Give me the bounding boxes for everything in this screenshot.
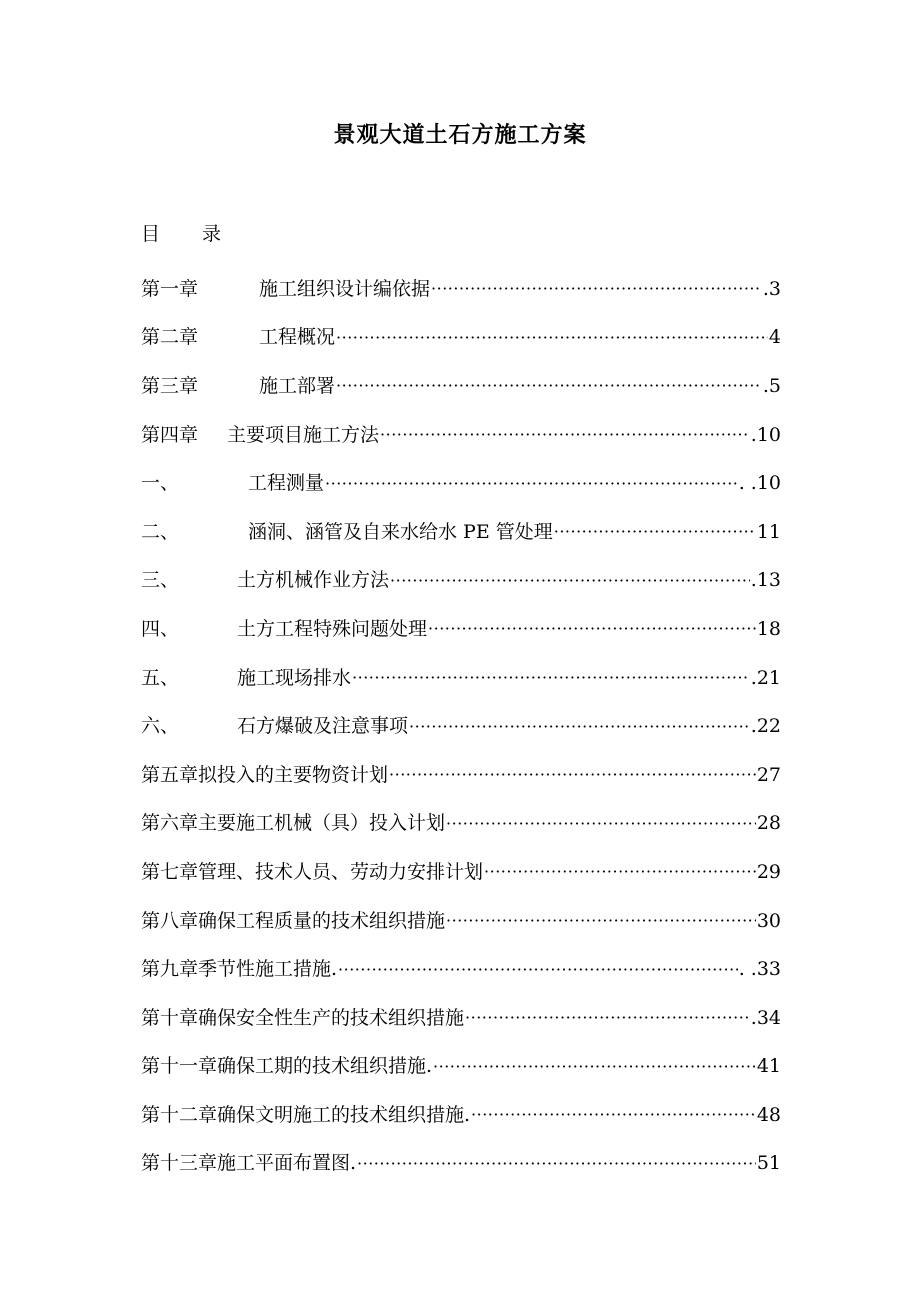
toc-entry [141, 1140, 781, 1189]
toc-leader-dots [380, 427, 750, 443]
toc-leader-dots [431, 281, 762, 297]
toc-entry-number: 一、 [141, 472, 180, 495]
toc-entry-page: 29 [756, 860, 781, 883]
toc-entry-title: 第十章确保安全性生产的技术组织措施 [141, 1006, 465, 1029]
toc-entry [141, 314, 781, 363]
toc-leader-dots [433, 1059, 756, 1075]
toc-leader-dots [465, 1010, 750, 1026]
toc-leader-dots [338, 962, 738, 978]
toc-entry [141, 800, 781, 849]
toc-entry [141, 994, 781, 1043]
toc-entry-title: 第六章主要施工机械（具）投入计划 [141, 812, 446, 835]
toc-leader-dots [352, 670, 750, 686]
toc-entry-page: .22 [750, 715, 781, 738]
toc-entry [141, 508, 781, 557]
toc-entry-page: 48 [756, 1103, 781, 1126]
toc-entry-number: 第三章 [141, 374, 199, 397]
toc-entry [141, 265, 781, 314]
toc-entry-page: 30 [756, 909, 781, 932]
toc-entry-page: .3 [762, 277, 781, 300]
toc-entry [141, 654, 781, 703]
toc-entry-page: . .33 [738, 958, 781, 981]
toc-entry-number: 三、 [141, 569, 180, 592]
toc-entry-page: 51 [756, 1152, 781, 1175]
toc-leader-dots [554, 524, 756, 540]
toc-entry-page: 41 [756, 1055, 781, 1078]
toc-entry-page: . .10 [738, 472, 781, 495]
toc-entry [141, 945, 781, 994]
toc-entry-page: 28 [756, 812, 781, 835]
toc-entry-title: 施工现场排水 [237, 666, 352, 689]
toc-leader-dots [389, 767, 756, 783]
toc-entry-title: 第十一章确保工期的技术组织措施. [141, 1055, 433, 1078]
document-title: 景观大道土石方施工方案 [333, 122, 587, 148]
toc-leader-dots [446, 816, 756, 832]
toc-leader-dots [428, 621, 756, 637]
toc-entry [141, 897, 781, 946]
toc-entry-page: 4 [768, 326, 781, 349]
toc-entry-number: 第四章 [141, 423, 199, 446]
toc-entry-page: .13 [750, 569, 781, 592]
toc-entry-page: .34 [750, 1006, 781, 1029]
toc-leader-dots [471, 1107, 756, 1123]
toc-entry-title: 第九章季节性施工措施. [141, 958, 338, 981]
toc-entry-number: 六、 [141, 715, 180, 738]
toc-entry-number: 第一章 [141, 277, 199, 300]
toc-entry-title: 施工组织设计编依据 [259, 277, 431, 300]
toc-leader-dots [446, 913, 756, 929]
toc-entry-number: 二、 [141, 520, 180, 543]
toc-entry-title: 土方机械作业方法 [237, 569, 390, 592]
toc-entry-page: .5 [762, 374, 781, 397]
toc-entry [141, 702, 781, 751]
toc-entry [141, 1043, 781, 1092]
toc-heading: 目 录 [141, 223, 240, 245]
toc-entry-title: 主要项目施工方法 [227, 423, 380, 446]
toc-entry-title: 土方工程特殊问题处理 [237, 617, 428, 640]
toc-entry [141, 411, 781, 460]
toc-leader-dots [336, 330, 768, 346]
toc-entry-title: 第五章拟投入的主要物资计划 [141, 763, 389, 786]
toc-entry [141, 459, 781, 508]
toc-entry-title: 第七章管理、技术人员、劳动力安排计划 [141, 860, 484, 883]
toc-entry-page: 11 [756, 520, 781, 543]
toc-entry-title: 工程测量 [248, 472, 325, 495]
toc-entry-page: 27 [756, 763, 781, 786]
toc-entry-page: .10 [750, 423, 781, 446]
toc-entry-title: 第十三章施工平面布置图. [141, 1152, 357, 1175]
toc-entry-title: 涵洞、涵管及自来水给水 PE 管处理 [248, 520, 553, 543]
toc-leader-dots [325, 476, 738, 492]
toc-entry-number: 五、 [141, 666, 180, 689]
toc-entry-number: 四、 [141, 617, 180, 640]
toc-entry-title: 第十二章确保文明施工的技术组织措施. [141, 1103, 471, 1126]
toc-entry-number: 第二章 [141, 326, 199, 349]
toc-entry-page: 18 [756, 617, 781, 640]
toc-entry-title: 石方爆破及注意事项 [237, 715, 409, 738]
toc-entry-title: 第八章确保工程质量的技术组织措施 [141, 909, 446, 932]
toc-leader-dots [409, 719, 750, 735]
toc-entry-page: .21 [750, 666, 781, 689]
toc-entry [141, 605, 781, 654]
toc-entry [141, 751, 781, 800]
toc-entry [141, 1091, 781, 1140]
toc-entry [141, 557, 781, 606]
toc-leader-dots [357, 1156, 756, 1172]
toc-entry-title: 施工部署 [259, 374, 336, 397]
toc-entry-title: 工程概况 [259, 326, 336, 349]
toc-entry [141, 848, 781, 897]
toc-leader-dots [336, 378, 762, 394]
toc-entry [141, 362, 781, 411]
toc-leader-dots [484, 864, 756, 880]
table-of-contents [141, 265, 781, 1188]
toc-leader-dots [390, 573, 750, 589]
